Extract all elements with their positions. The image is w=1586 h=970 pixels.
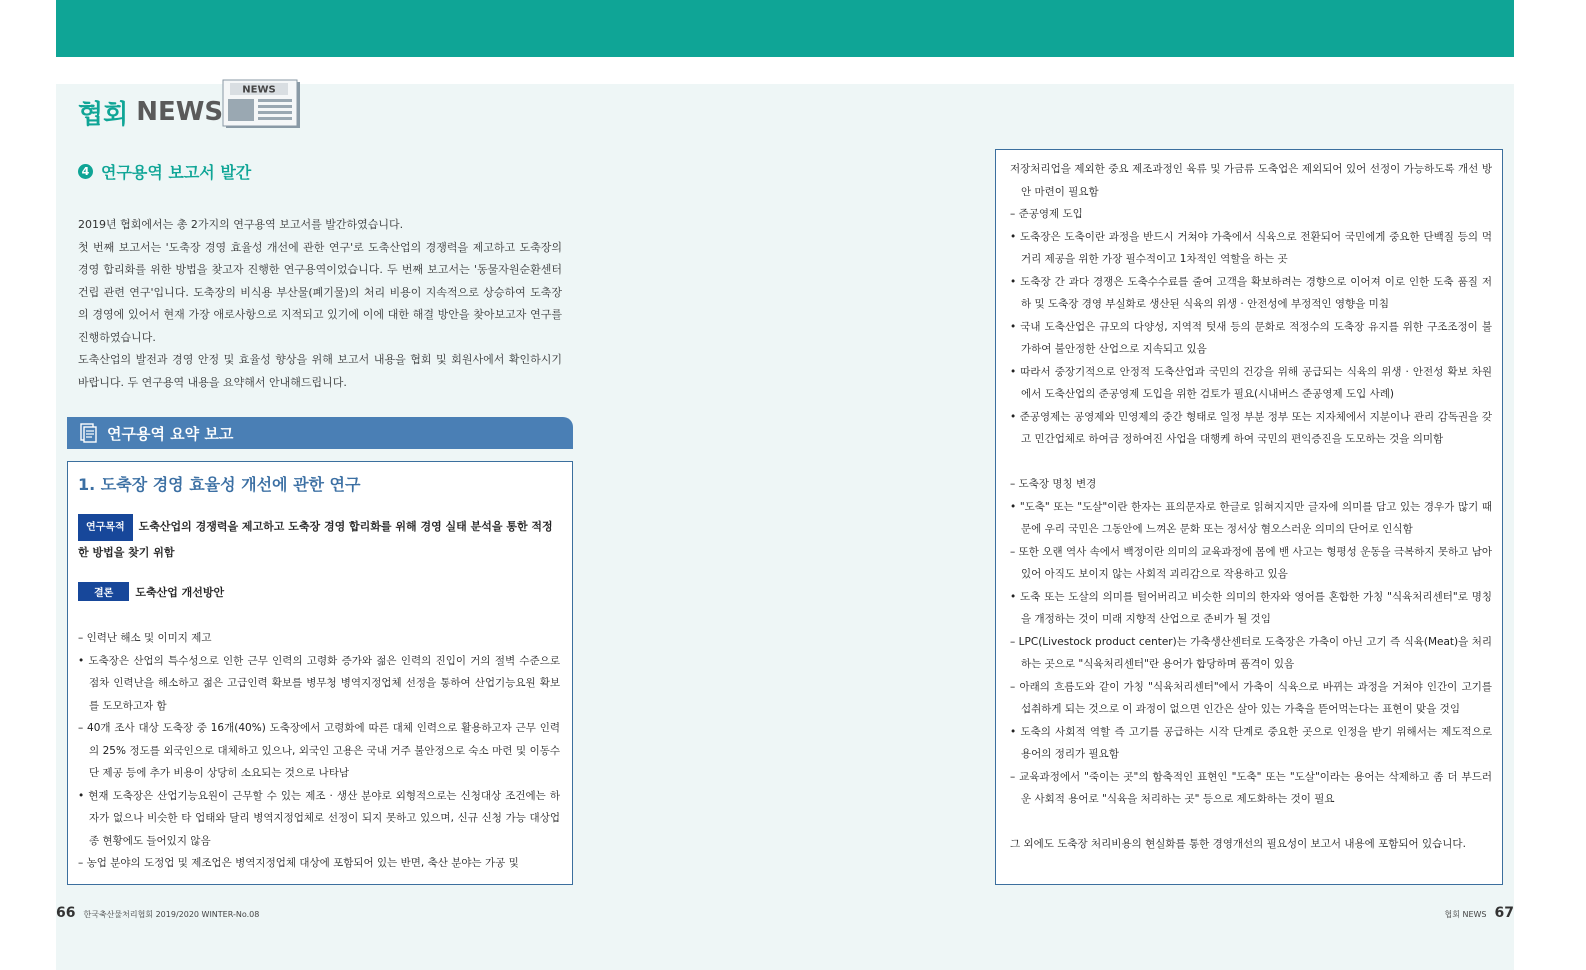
bullet-item: – 인력난 해소 및 이미지 제고: [78, 632, 212, 644]
bullet-item: • 도축장 간 과다 경쟁은 도축수수료를 줄여 고객을 확보하려는 경향으로 이어져 이로 인한 도축 품질 저하 및 도축장 경영 부실화로 생산된 식육의 위생 · 안전성에 부정적인 영향을 미침: [1010, 275, 1492, 310]
bullet-item: • 따라서 중장기적으로 안정적 도축산업과 국민의 건강을 위해 공급되는 식육의 위생 · 안전성 확보 차원에서 도축산업의 준공영제 도입을 위한 검토가 필요(시내버스 준공영제 도입 사례): [1010, 365, 1492, 400]
bullet-item: • "도축" 또는 "도살"이란 한자는 표의문자로 한글로 읽혀지지만 글자에 의미를 담고 있는 경우가 많기 때문에 우리 국민은 그동안에 느껴온 문화 또는 정서상 혐오스러운 의미의 단어로 인식함: [1010, 500, 1492, 535]
bullet-item: – 교육과정에서 "죽이는 곳"의 함축적인 표현인 "도축" 또는 "도살"이라는 용어는 삭제하고 좀 더 부드러운 사회적 용어로 "식육을 처리하는 곳" 등으로 제도화하는 것이 필요: [1010, 770, 1492, 805]
page-number-right: 67: [1494, 905, 1514, 921]
right-bullet-list: [1010, 158, 1492, 856]
study-objective: [78, 514, 560, 564]
study-summary-box: [67, 461, 573, 885]
conclusion-label: 결론: [78, 582, 129, 601]
spacer: [1010, 451, 1492, 474]
footer-left: [56, 905, 259, 921]
brand-english: NEWS: [136, 97, 224, 127]
closing-text: 그 외에도 도축장 처리비용의 현실화를 통한 경영개선의 필요성이 보고서 내용에 포함되어 있습니다.: [1010, 838, 1466, 850]
bullet-item: – 농업 분야의 도정업 및 제조업은 병역지정업체 대상에 포함되어 있는 반면, 축산 분야는 가공 및: [78, 857, 519, 869]
page-number-left: 66: [56, 905, 76, 921]
publication-info: 한국축산물처리협회 2019/2020 WINTER-No.08: [83, 910, 260, 919]
conclusion-text: 도축산업 개선방안: [135, 586, 225, 599]
footer-section-label: 협회 NEWS: [1444, 910, 1487, 919]
section-header: [78, 90, 223, 134]
summary-tab-header: [67, 417, 573, 449]
intro-paragraph: 첫 번째 보고서는 '도축장 경영 효율성 개선에 관한 연구'로 도축산업의 경쟁력을 제고하고 도축장의 경영 합리화를 위한 방법을 찾고자 진행한 연구용역이었습니다. 두 번째 보고서는 '동물자원순환센터 건립 관련 연구'입니다. 도축장의 비식용 부산물(폐기물)의 처리 비용이 지속적으로 상승하여 도축장의 경영에 있어서 현재 가장 애로사항으로 지적되고 있기에 이에 대한 해결 방안을 찾아보고자 연구를 진행하였습니다.: [78, 240, 562, 344]
section-title: [78, 160, 251, 183]
bullet-item: • 도축의 사회적 역할 즉 고기를 공급하는 시작 단계로 중요한 곳으로 인정을 받기 위해서는 제도적으로 용어의 정리가 필요함: [1010, 725, 1492, 760]
bullet-item: • 준공영제는 공영제와 민영제의 중간 형태로 일정 부분 정부 또는 지자체에서 지분이나 관리 감독권을 갖고 민간업체로 하여금 정하여진 사업을 대행케 하여 국민의 편익증진을 도모하는 것을 의미함: [1010, 410, 1492, 445]
bullet-item: 저장처리업을 제외한 중요 제조과정인 육류 및 가금류 도축업은 제외되어 있어 선정이 가능하도록 개선 방안 마련이 필요함: [1010, 163, 1492, 198]
bullet-item: • 국내 도축산업은 규모의 다양성, 지역적 텃새 등의 문화로 적정수의 도축장 유지를 위한 구조조정이 불가하여 불안정한 산업으로 지속되고 있음: [1010, 320, 1492, 355]
newspaper-icon: [222, 78, 304, 130]
bullet-item: • 도축장은 도축이란 과정을 반드시 거쳐야 가축에서 식육으로 전환되어 국민에게 중요한 단백질 등의 먹거리 제공을 위한 가장 필수적이고 1차적인 역할을 하는 곳: [1010, 230, 1492, 265]
bullet-item: – 도축장 명칭 변경: [1010, 478, 1097, 490]
document-icon: [79, 423, 99, 443]
bullet-item: – 아래의 흐름도와 같이 가칭 "식육처리센터"에서 가축이 식육으로 바뀌는 과정을 거쳐야 인간이 고기를 섭취하게 되는 것으로 이 과정이 없으면 인간은 살아 있는 가축을 뜯어먹는다는 표현이 맞을 것임: [1010, 680, 1492, 715]
summary-tab-title: 연구용역 요약 보고: [107, 424, 234, 443]
bullet-item: – 또한 오랜 역사 속에서 백정이란 의미의 교육과정에 몸에 밴 사고는 형평성 운동을 극복하지 못하고 남아있어 아직도 보이지 않는 사회적 괴리감으로 작용하고 있음: [1010, 545, 1492, 580]
intro-paragraph: 도축산업의 발전과 경영 안정 및 효율성 향상을 위해 보고서 내용을 협회 및 회원사에서 확인하시기 바랍니다. 두 연구용역 내용을 요약해서 안내해드립니다.: [78, 353, 562, 389]
objective-text: 도축산업의 경쟁력을 제고하고 도축장 경영 합리화를 위해 경영 실태 분석을 통한 적정한 방법을 찾기 위함: [78, 520, 553, 559]
bullet-item: – LPC(Livestock product center)는 가축생산센터로 도축장은 가축이 아닌 고기 즉 식육(Meat)을 처리하는 곳으로 "식육처리센터"란 용어가 합당하며 품격이 있음: [1010, 635, 1492, 670]
study-continuation-box: [995, 149, 1503, 885]
section-number-badge: 4: [78, 164, 93, 179]
bullet-item: • 도축 또는 도살의 의미를 털어버리고 비슷한 의미의 한자와 영어를 혼합한 가칭 "식육처리센터"로 명칭을 개정하는 것이 미래 지향적 산업으로 준비가 될 것임: [1010, 590, 1492, 625]
study-title: 1. 도축장 경영 효율성 개선에 관한 연구: [78, 475, 361, 494]
study-conclusion: [78, 582, 224, 601]
top-color-bar: [56, 0, 1514, 57]
brand-korean: 협회: [78, 99, 129, 130]
bullet-item: – 준공영제 도입: [1010, 208, 1083, 220]
spacer: [1010, 811, 1492, 834]
section-title-text: 연구용역 보고서 발간: [101, 163, 252, 182]
bullet-item: – 40개 조사 대상 도축장 중 16개(40%) 도축장에서 고령화에 따른 대체 인력으로 활용하고자 근무 인력의 25% 정도를 외국인으로 대체하고 있으나, 외국인 고용은 국내 거주 불안정으로 숙소 마련 및 이동수단 제공 등에 추가 비용이 상당히 소요되는 것으로 나타남: [78, 722, 560, 779]
left-bullet-list: [78, 627, 560, 875]
bullet-item: • 현재 도축장은 산업기능요원이 근무할 수 있는 제조 · 생산 분야로 외형적으로는 신청대상 조건에는 하자가 없으나 비슷한 타 업태와 달리 병역지정업체로 선정이 되지 못하고 있으며, 신규 신청 가능 대상업종 현황에도 들어있지 않음: [78, 789, 560, 847]
objective-label: 연구목적: [78, 514, 133, 541]
newspaper-icon-label: NEWS: [242, 84, 276, 96]
intro-text: [78, 214, 562, 394]
intro-paragraph: 2019년 협회에서는 총 2가지의 연구용역 보고서를 발간하였습니다.: [78, 218, 404, 231]
footer-right: [1444, 905, 1514, 921]
bullet-item: • 도축장은 산업의 특수성으로 인한 근무 인력의 고령화 증가와 젊은 인력의 진입이 거의 절벽 수준으로 점차 인력난을 해소하고 젊은 고급인력 확보를 병무청 병역지정업체 선정을 통하여 산업기능요원 확보를 도모하고자 함: [78, 654, 560, 712]
